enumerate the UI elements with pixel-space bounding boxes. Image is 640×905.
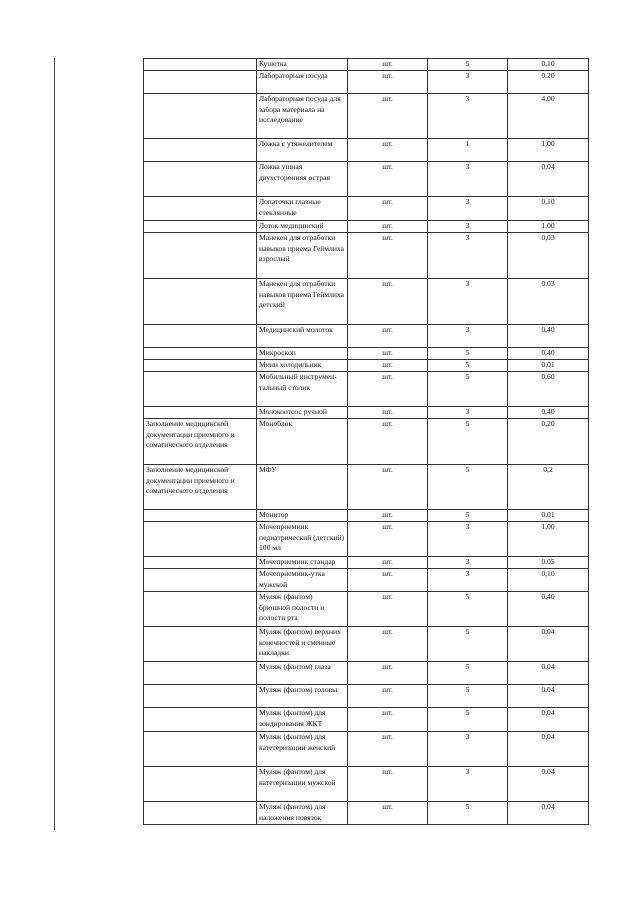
section-cell bbox=[144, 662, 257, 685]
value-cell: 0,04 bbox=[508, 662, 589, 685]
value-cell: 0.05 bbox=[508, 557, 589, 569]
value-cell: 0,40 bbox=[508, 592, 589, 627]
name-cell: Кушетка bbox=[257, 59, 348, 71]
table-row bbox=[144, 522, 589, 557]
table-row bbox=[144, 233, 589, 279]
unit-cell: шт. bbox=[348, 685, 428, 708]
qty-cell: 3 bbox=[428, 71, 508, 94]
section-cell bbox=[144, 557, 257, 569]
qty-cell: 3 bbox=[428, 325, 508, 348]
unit-cell: шт. bbox=[348, 592, 428, 627]
unit-cell: шт. bbox=[348, 348, 428, 360]
table-row bbox=[144, 592, 589, 627]
table-row bbox=[144, 94, 589, 139]
value-cell: 0.20 bbox=[508, 71, 589, 94]
unit-cell: шт. bbox=[348, 557, 428, 569]
value-cell: 1,00 bbox=[508, 139, 589, 162]
value-cell: 0,04 bbox=[508, 732, 589, 767]
value-cell: 0.03 bbox=[508, 279, 589, 325]
name-cell: Манекен для отработки навыков приема Геймлиха взрослый bbox=[257, 233, 348, 279]
unit-cell: шт. bbox=[348, 279, 428, 325]
value-cell: 0,10 bbox=[508, 59, 589, 71]
unit-cell: шт. bbox=[348, 627, 428, 662]
section-cell bbox=[144, 592, 257, 627]
value-cell: 0,10 bbox=[508, 569, 589, 592]
name-cell: Муляж (фантом) глаза bbox=[257, 662, 348, 685]
section-cell: Заполнение медицинской документации приемного и соматического отделения bbox=[144, 419, 257, 465]
qty-cell: 5 bbox=[428, 662, 508, 685]
qty-cell: 5 bbox=[428, 419, 508, 465]
section-cell bbox=[144, 522, 257, 557]
value-cell: 0,03 bbox=[508, 233, 589, 279]
table-row bbox=[144, 662, 589, 685]
unit-cell: шт. bbox=[348, 767, 428, 802]
section-cell bbox=[144, 510, 257, 522]
unit-cell: шт. bbox=[348, 465, 428, 510]
qty-cell: 3 bbox=[428, 557, 508, 569]
value-cell: 0,01 bbox=[508, 360, 589, 372]
qty-cell: 5 bbox=[428, 685, 508, 708]
qty-cell: 3 bbox=[428, 569, 508, 592]
section-cell bbox=[144, 71, 257, 94]
name-cell: Муляж (фантом) верхних конечностей и сменные накладки bbox=[257, 627, 348, 662]
name-cell: Мини холодильник bbox=[257, 360, 348, 372]
qty-cell: 5 bbox=[428, 592, 508, 627]
qty-cell: 3 bbox=[428, 522, 508, 557]
name-cell: Мочеприемник стандар bbox=[257, 557, 348, 569]
value-cell: 0,40 bbox=[508, 348, 589, 360]
name-cell: Медицинский молоток bbox=[257, 325, 348, 348]
section-cell: Заполнение медицинской документации приемного и соматического отделения bbox=[144, 465, 257, 510]
unit-cell: шт. bbox=[348, 59, 428, 71]
table-row bbox=[144, 407, 589, 419]
value-cell: 1.00 bbox=[508, 221, 589, 233]
name-cell: Моноблок bbox=[257, 419, 348, 465]
unit-cell: шт. bbox=[348, 139, 428, 162]
table-row bbox=[144, 627, 589, 662]
table-row bbox=[144, 71, 589, 94]
section-cell bbox=[144, 802, 257, 825]
table-row bbox=[144, 325, 589, 348]
table-row bbox=[144, 802, 589, 825]
unit-cell: шт. bbox=[348, 419, 428, 465]
unit-cell: шт. bbox=[348, 233, 428, 279]
value-cell: 0,60 bbox=[508, 372, 589, 407]
name-cell: Мочеприемник педиатрический (детский) 100 мл bbox=[257, 522, 348, 557]
qty-cell: 5 bbox=[428, 465, 508, 510]
equipment-table-body bbox=[144, 59, 589, 825]
name-cell: Манекен для отработки навыков приема Геймлиха детский bbox=[257, 279, 348, 325]
qty-cell: 5 bbox=[428, 348, 508, 360]
name-cell: Муляж (фантом) для катетеризации женский bbox=[257, 732, 348, 767]
unit-cell: шт. bbox=[348, 325, 428, 348]
unit-cell: шт. bbox=[348, 221, 428, 233]
value-cell: 0,04 bbox=[508, 162, 589, 197]
section-cell bbox=[144, 767, 257, 802]
qty-cell: 3 bbox=[428, 732, 508, 767]
value-cell: 0.04 bbox=[508, 767, 589, 802]
name-cell: Ложка с утяжелителем bbox=[257, 139, 348, 162]
unit-cell: шт. bbox=[348, 802, 428, 825]
name-cell: Мобильный инструмен-тальный столик bbox=[257, 372, 348, 407]
name-cell: Ложка ушная двухсторонняя острая bbox=[257, 162, 348, 197]
left-margin-line bbox=[54, 58, 55, 830]
table-row bbox=[144, 139, 589, 162]
table-row bbox=[144, 419, 589, 465]
qty-cell: 1 bbox=[428, 139, 508, 162]
qty-cell: 3 bbox=[428, 197, 508, 221]
name-cell: МФУ bbox=[257, 465, 348, 510]
qty-cell: 3 bbox=[428, 407, 508, 419]
table-row bbox=[144, 279, 589, 325]
table-row bbox=[144, 59, 589, 71]
name-cell: Монитор bbox=[257, 510, 348, 522]
name-cell: Муляж (фантом) брюшной полости и полости рта bbox=[257, 592, 348, 627]
section-cell bbox=[144, 162, 257, 197]
unit-cell: шт. bbox=[348, 407, 428, 419]
section-cell bbox=[144, 708, 257, 732]
unit-cell: шт. bbox=[348, 360, 428, 372]
value-cell: 0,01 bbox=[508, 510, 589, 522]
name-cell: Лоток медицинский bbox=[257, 221, 348, 233]
qty-cell: 3 bbox=[428, 162, 508, 197]
name-cell: Лабораторная посуда bbox=[257, 71, 348, 94]
section-cell bbox=[144, 407, 257, 419]
name-cell: Муляж (фантом) для катетеризации мужской bbox=[257, 767, 348, 802]
section-cell bbox=[144, 348, 257, 360]
unit-cell: шт. bbox=[348, 162, 428, 197]
section-cell bbox=[144, 59, 257, 71]
section-cell bbox=[144, 279, 257, 325]
table-row bbox=[144, 732, 589, 767]
table-row bbox=[144, 510, 589, 522]
table-row bbox=[144, 162, 589, 197]
name-cell: Лабораторная посуда для забора материала на исследование bbox=[257, 94, 348, 139]
table-row bbox=[144, 372, 589, 407]
table-row bbox=[144, 708, 589, 732]
section-cell bbox=[144, 627, 257, 662]
section-cell bbox=[144, 197, 257, 221]
name-cell: Мочеприемник-утка мужской bbox=[257, 569, 348, 592]
section-cell bbox=[144, 685, 257, 708]
section-cell bbox=[144, 139, 257, 162]
section-cell bbox=[144, 360, 257, 372]
unit-cell: шт. bbox=[348, 372, 428, 407]
qty-cell: 5 bbox=[428, 708, 508, 732]
table-row bbox=[144, 360, 589, 372]
table-row bbox=[144, 569, 589, 592]
qty-cell: 3 bbox=[428, 233, 508, 279]
table-row bbox=[144, 557, 589, 569]
value-cell: 4,00 bbox=[508, 94, 589, 139]
qty-cell: 5 bbox=[428, 372, 508, 407]
value-cell: 0,20 bbox=[508, 419, 589, 465]
unit-cell: шт. bbox=[348, 662, 428, 685]
section-cell bbox=[144, 372, 257, 407]
unit-cell: шт. bbox=[348, 197, 428, 221]
value-cell: 0,10 bbox=[508, 197, 589, 221]
section-cell bbox=[144, 233, 257, 279]
value-cell: 0,40 bbox=[508, 407, 589, 419]
section-cell bbox=[144, 325, 257, 348]
value-cell: 0,04 bbox=[508, 627, 589, 662]
table-row bbox=[144, 685, 589, 708]
unit-cell: шт. bbox=[348, 71, 428, 94]
table-row bbox=[144, 465, 589, 510]
name-cell: Муляж (фантом) для зондирования ЖКТ bbox=[257, 708, 348, 732]
value-cell: 0,04 bbox=[508, 708, 589, 732]
qty-cell: 5 bbox=[428, 627, 508, 662]
qty-cell: 3 bbox=[428, 279, 508, 325]
qty-cell: 3 bbox=[428, 221, 508, 233]
value-cell: 0,2 bbox=[508, 465, 589, 510]
qty-cell: 5 bbox=[428, 59, 508, 71]
table-row bbox=[144, 221, 589, 233]
qty-cell: 3 bbox=[428, 94, 508, 139]
table-row bbox=[144, 348, 589, 360]
unit-cell: шт. bbox=[348, 522, 428, 557]
value-cell: 1,00 bbox=[508, 522, 589, 557]
name-cell: Молокоотсос ручной bbox=[257, 407, 348, 419]
section-cell bbox=[144, 94, 257, 139]
section-cell bbox=[144, 732, 257, 767]
qty-cell: 5 bbox=[428, 802, 508, 825]
section-cell bbox=[144, 221, 257, 233]
qty-cell: 3 bbox=[428, 767, 508, 802]
unit-cell: шт. bbox=[348, 510, 428, 522]
table-row bbox=[144, 767, 589, 802]
unit-cell: шт. bbox=[348, 94, 428, 139]
name-cell: Муляж (фантом) для наложения повязок bbox=[257, 802, 348, 825]
name-cell: Микроскоп bbox=[257, 348, 348, 360]
section-cell bbox=[144, 569, 257, 592]
unit-cell: шт. bbox=[348, 732, 428, 767]
equipment-table bbox=[143, 58, 589, 825]
value-cell: 0,04 bbox=[508, 685, 589, 708]
value-cell: 0,40 bbox=[508, 325, 589, 348]
table-row bbox=[144, 197, 589, 221]
unit-cell: шт. bbox=[348, 708, 428, 732]
unit-cell: шт. bbox=[348, 569, 428, 592]
qty-cell: 5 bbox=[428, 360, 508, 372]
name-cell: Муляж (фантом) головы bbox=[257, 685, 348, 708]
value-cell: 0,04 bbox=[508, 802, 589, 825]
name-cell: Лопаточки глазные стеклянные bbox=[257, 197, 348, 221]
qty-cell: 5 bbox=[428, 510, 508, 522]
